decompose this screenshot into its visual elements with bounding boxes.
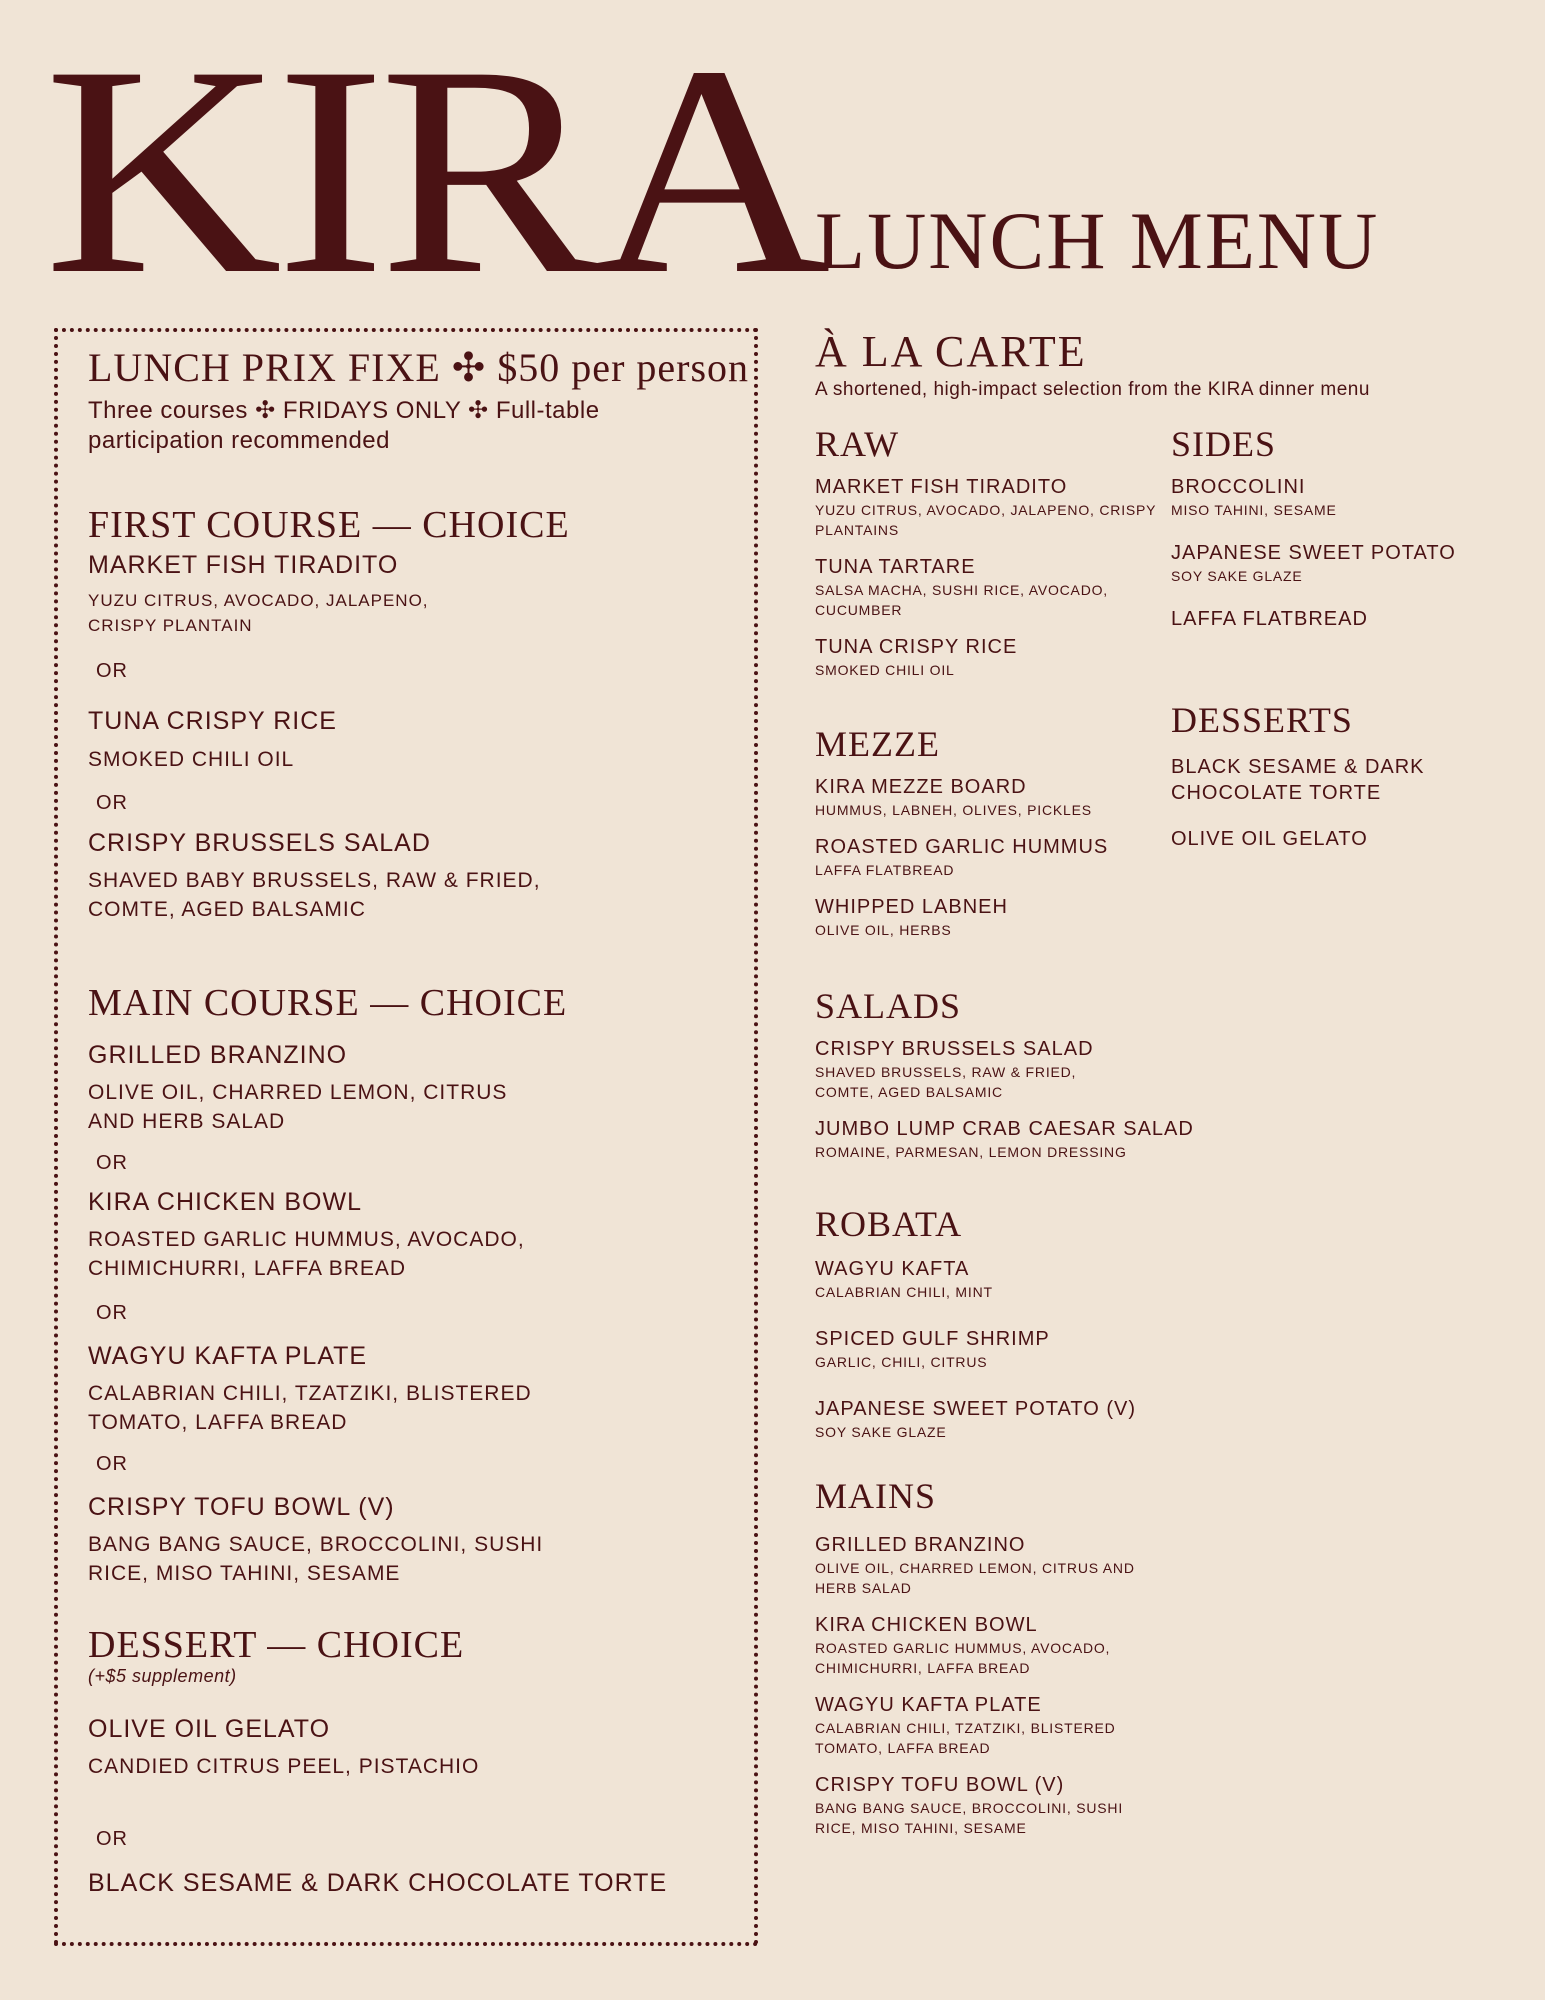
menu-item-desc: SMOKED CHILI OIL bbox=[815, 662, 955, 678]
menu-item-name: CRISPY TOFU BOWL (V) bbox=[815, 1774, 1065, 1796]
main-course-item-name: KIRA CHICKEN BOWL bbox=[88, 1188, 362, 1216]
menu-item-desc: BANG BANG SAUCE, BROCCOLINI, SUSHI RICE, MISO TAHINI, SESAME bbox=[815, 1800, 1124, 1836]
first-course-item-name: CRISPY BRUSSELS SALAD bbox=[88, 829, 431, 857]
page-title: LUNCH MENU bbox=[815, 195, 1380, 286]
robata-section bbox=[815, 1204, 1175, 1442]
dessert-item-name: OLIVE OIL GELATO bbox=[88, 1715, 331, 1743]
menu-item-desc: ROMAINE, PARMESAN, LEMON DRESSING bbox=[815, 1144, 1127, 1160]
salads-section bbox=[815, 986, 1235, 1162]
main-course-item-desc: ROASTED GARLIC HUMMUS, AVOCADO, CHIMICHURRI, LAFFA BREAD bbox=[88, 1228, 525, 1280]
menu-item-desc: CALABRIAN CHILI, TZATZIKI, BLISTERED TOMATO, LAFFA BREAD bbox=[815, 1720, 1116, 1756]
main-course-item-desc: CALABRIAN CHILI, TZATZIKI, BLISTERED TOMATO, LAFFA BREAD bbox=[88, 1382, 532, 1434]
menu-item-desc: SHAVED BRUSSELS, RAW & FRIED, COMTE, AGED BALSAMIC bbox=[815, 1064, 1077, 1100]
menu-item-desc: CALABRIAN CHILI, MINT bbox=[815, 1284, 993, 1300]
prix-fixe-box bbox=[54, 328, 758, 1946]
menu-item-desc: GARLIC, CHILI, CITRUS bbox=[815, 1354, 988, 1370]
menu-item-name: WAGYU KAFTA PLATE bbox=[815, 1694, 1042, 1716]
menu-item-name: ROASTED GARLIC HUMMUS bbox=[815, 836, 1109, 858]
main-course-item-desc: OLIVE OIL, CHARRED LEMON, CITRUS AND HERB SALAD bbox=[88, 1081, 508, 1133]
menu-item-name: JUMBO LUMP CRAB CAESAR SALAD bbox=[815, 1118, 1194, 1140]
raw-section bbox=[815, 424, 1175, 680]
or-label: OR bbox=[96, 1453, 128, 1475]
first-course-item-desc: SMOKED CHILI OIL bbox=[88, 748, 295, 771]
a-la-carte-subtitle: A shortened, high-impact selection from the KIRA dinner menu bbox=[815, 379, 1370, 400]
menu-item-desc: HUMMUS, LABNEH, OLIVES, PICKLES bbox=[815, 802, 1092, 818]
menu-item-desc: MISO TAHINI, SESAME bbox=[1171, 502, 1337, 518]
a-la-carte-title: À LA CARTE bbox=[815, 327, 1087, 376]
main-course-title: MAIN COURSE — CHOICE bbox=[88, 982, 568, 1024]
first-course-item-name: MARKET FISH TIRADITO bbox=[88, 551, 399, 579]
menu-item-desc: SALSA MACHA, SUSHI RICE, AVOCADO, CUCUMBER bbox=[815, 582, 1108, 618]
menu-item-name: JAPANESE SWEET POTATO bbox=[1171, 542, 1456, 564]
menu-item-name: TUNA TARTARE bbox=[815, 556, 976, 578]
main-course-item-name: WAGYU KAFTA PLATE bbox=[88, 1342, 368, 1370]
section-title-sides: SIDES bbox=[1171, 424, 1277, 464]
menu-item-name: BLACK SESAME & DARK CHOCOLATE TORTE bbox=[1171, 756, 1425, 804]
menu-item-name: MARKET FISH TIRADITO bbox=[815, 476, 1068, 498]
kira-logo: KIRA bbox=[44, 4, 825, 336]
section-title-salads: SALADS bbox=[815, 986, 962, 1026]
first-course-item-desc: YUZU CITRUS, AVOCADO, JALAPENO, CRISPY PLANTAIN bbox=[88, 591, 429, 635]
dessert-item-name: BLACK SESAME & DARK CHOCOLATE TORTE bbox=[88, 1869, 668, 1897]
menu-item-name: GRILLED BRANZINO bbox=[815, 1534, 1026, 1556]
mezze-section bbox=[815, 724, 1175, 940]
menu-item-name: CRISPY BRUSSELS SALAD bbox=[815, 1038, 1094, 1060]
menu-item-desc: OLIVE OIL, HERBS bbox=[815, 922, 952, 938]
menu-item-desc: SOY SAKE GLAZE bbox=[815, 1424, 947, 1440]
section-title-mezze: MEZZE bbox=[815, 724, 940, 764]
first-course-item-name: TUNA CRISPY RICE bbox=[88, 707, 337, 735]
section-title-robata: ROBATA bbox=[815, 1204, 963, 1244]
menu-item-name: KIRA CHICKEN BOWL bbox=[815, 1614, 1038, 1636]
menu-item-name: OLIVE OIL GELATO bbox=[1171, 828, 1368, 850]
dessert-item-desc: CANDIED CITRUS PEEL, PISTACHIO bbox=[88, 1755, 480, 1778]
section-title-desserts: DESSERTS bbox=[1171, 700, 1353, 740]
sides-section bbox=[1171, 424, 1501, 632]
or-label: OR bbox=[96, 660, 128, 682]
menu-item-desc: OLIVE OIL, CHARRED LEMON, CITRUS AND HERB SALAD bbox=[815, 1560, 1135, 1596]
menu-item-name: KIRA MEZZE BOARD bbox=[815, 776, 1027, 798]
menu-item-name: TUNA CRISPY RICE bbox=[815, 636, 1018, 658]
main-course-item-name: GRILLED BRANZINO bbox=[88, 1041, 348, 1069]
dessert-course-title: DESSERT — CHOICE bbox=[88, 1624, 465, 1666]
first-course-item-desc: SHAVED BABY BRUSSELS, RAW & FRIED, COMTE, AGED BALSAMIC bbox=[88, 869, 541, 921]
main-course-item-desc: BANG BANG SAUCE, BROCCOLINI, SUSHI RICE, MISO TAHINI, SESAME bbox=[88, 1533, 544, 1585]
menu-item-name: SPICED GULF SHRIMP bbox=[815, 1328, 1050, 1350]
menu-item-name: WHIPPED LABNEH bbox=[815, 896, 1008, 918]
menu-item-desc: SOY SAKE GLAZE bbox=[1171, 568, 1303, 584]
mains-section bbox=[815, 1476, 1145, 1838]
prix-fixe-title: LUNCH PRIX FIXE ✣ $50 per person bbox=[88, 345, 750, 390]
first-course-title: FIRST COURSE — CHOICE bbox=[88, 504, 570, 546]
menu-item-desc: ROASTED GARLIC HUMMUS, AVOCADO, CHIMICHURRI, LAFFA BREAD bbox=[815, 1640, 1111, 1676]
menu-item-name: BROCCOLINI bbox=[1171, 476, 1306, 498]
dessert-supplement: (+$5 supplement) bbox=[88, 1666, 237, 1686]
or-label: OR bbox=[96, 1302, 128, 1324]
section-title-raw: RAW bbox=[815, 424, 900, 464]
main-course-item-name: CRISPY TOFU BOWL (V) bbox=[88, 1493, 395, 1521]
menu-item-desc: LAFFA FLATBREAD bbox=[815, 862, 955, 878]
menu-item-name: WAGYU KAFTA bbox=[815, 1258, 970, 1280]
menu-item-desc: YUZU CITRUS, AVOCADO, JALAPENO, CRISPY PLANTAINS bbox=[815, 502, 1157, 538]
menu-item-name: JAPANESE SWEET POTATO (V) bbox=[815, 1398, 1136, 1420]
prix-fixe-subtitle: Three courses ✣ FRIDAYS ONLY ✣ Full-table participation recommended bbox=[88, 397, 600, 454]
menu-item-name: LAFFA FLATBREAD bbox=[1171, 608, 1368, 630]
or-label: OR bbox=[96, 1152, 128, 1174]
or-label: OR bbox=[96, 1828, 128, 1850]
or-label: OR bbox=[96, 792, 128, 814]
desserts-section bbox=[1171, 700, 1471, 852]
section-title-mains: MAINS bbox=[815, 1476, 937, 1516]
